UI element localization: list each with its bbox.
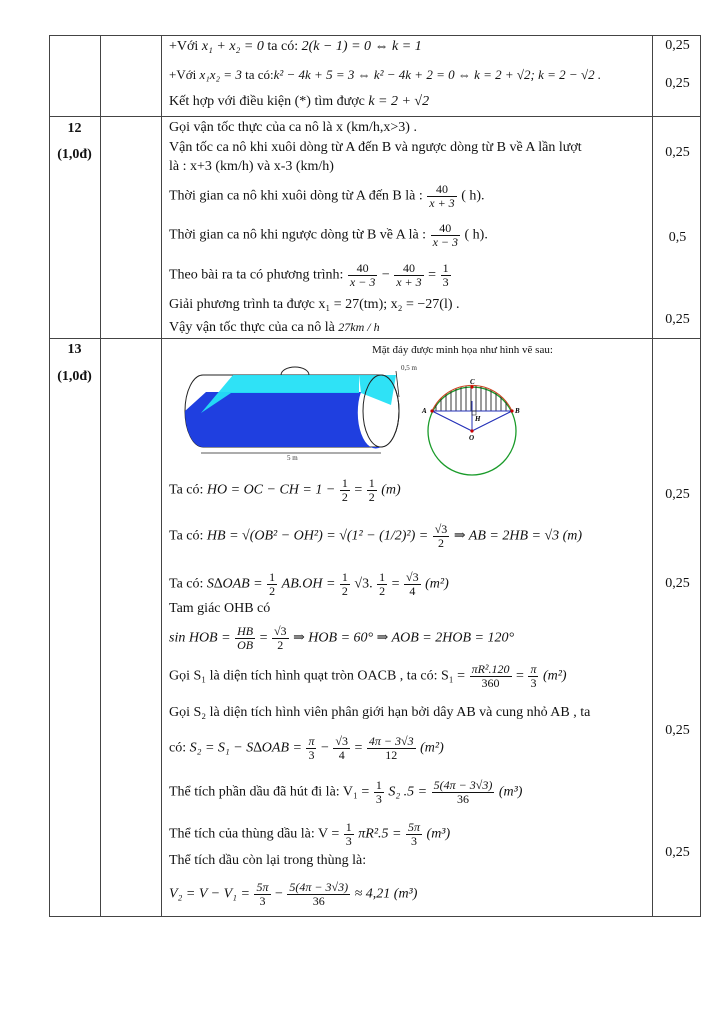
r11-score-2: 0,25 [665,76,690,91]
label-h: H [475,415,481,423]
fraction: $\frac{1}{3}$ [375,778,382,806]
fraction: $\frac{1}{3}$ [442,261,449,289]
row-divider-13 [49,338,701,339]
r13-score-1: 0,25 [665,487,690,502]
point-o [470,429,473,432]
r12-score-3: 0,25 [665,312,690,327]
tank-height-label: 0,5 m [401,364,417,372]
tank-length-label: 5 m [287,454,298,462]
fraction: $\frac{\pi}{3}$ [530,662,537,690]
fraction: $\frac{5(4\pi - 3√3)}{36}$ [289,880,349,908]
oil-tank-figure [171,357,417,462]
r13-line-v: Thể tích của thùng dầu là: V = $\frac{1}{3}$ πR².5 = $\frac{5\pi}{3}$ (m³) [169,820,451,848]
r12-line7: Vậy vận tốc thực của ca nô là 27km / h [169,320,380,335]
fraction: $\frac{40}{x - 3}$ [349,261,376,289]
table-border-top [49,35,701,36]
fraction: $\frac{40}{x + 3}$ [396,261,422,289]
r12-line6: Giải phương trình ta được x₁ = 27(tm); x₂ = −27(l) . [169,297,460,312]
r13-score-3: 0,25 [665,723,690,738]
table-border-right [700,35,701,917]
fraction: $\frac{5(4\pi - 3√3)}{36}$ [433,778,493,806]
r13-line-hb: Ta có: HB = √(OB² − OH²) = √(1² − (1/2)²) = $\frac{√3}{2}$ ⇒ AB = 2HB = √3 (m) [169,522,583,550]
label-o: O [469,434,475,442]
r13-line-remaining: Thể tích dầu còn lại trong thùng là: [169,853,367,868]
r12-number: 12 [67,121,82,136]
r11-line1: +Với x₁ + x₂ = 0 ta có: 2(k − 1) = 0 ⇔ k = 1 [169,39,422,54]
r13-line-s1: Gọi S₁ là diện tích hình quạt tròn OACB , ta có: S₁ = $\frac{\text{πR².120}}{360}$ = $\frac{\pi}{3}$ (m²) [169,662,567,690]
r13-line-ho: Ta có: HO = OC − CH = 1 − $\frac{1}{2}$ = $\frac{1}{2}$ (m) [169,476,401,504]
r12-line5: Theo bài ra ta có phương trình: $\frac{40}{x - 3}$ − $\frac{40}{x + 3}$ = $\frac{1}{3}$ [169,261,449,289]
r11-score-1: 0,25 [665,38,690,53]
column-divider-3 [652,35,653,917]
fraction: $\frac{40}{x + 3}$ [429,182,455,210]
r13-score-2: 0,25 [665,576,690,591]
r13-line-s2: có: S₂ = S₁ − S∆OAB = $\frac{\pi}{3}$ − $\frac{√3}{4}$ = $\frac{4\pi - 3√3}{12}$ (m²) [169,734,444,762]
tank-hatch [281,367,309,375]
fraction: $\frac{\pi}{3}$ [308,734,315,762]
circle-cross-section-figure [419,357,529,472]
r13-line-area-oab: Ta có: S∆OAB = $\frac{1}{2}$ AB.OH = $\frac{1}{2}$ √3. $\frac{1}{2}$ = $\frac{√3}{4}$ (m²) [169,570,449,598]
table-border-bottom [49,916,701,917]
fraction: $\frac{40}{x - 3}$ [432,221,458,249]
fraction: $\frac{1}{2}$ [379,570,386,598]
fraction: $\frac{1}{2}$ [269,570,276,598]
r13-line-s2-intro: Gọi S₂ là diện tích hình viên phân giới hạn bởi dây AB và cung nhỏ AB , ta [169,705,591,720]
answer-table [49,35,701,917]
label-b: B [515,407,520,415]
r11-line2: +Với x₁x₂ = 3 ta có:k² − 4k + 5 = 3 ⇔ k² − 4k + 2 = 0 ⇔ k = 2 + √2; k = 2 − √2 . [169,67,602,82]
fraction: $\frac{√3}{2}$ [434,522,448,550]
row-divider-12 [49,116,701,117]
r13-score-4: 0,25 [665,845,690,860]
r13-line-sin: sin HOB = $\frac{HB}{OB}$ = $\frac{√3}{2}$ ⇒ HOB = 60° ⇒ AOB = 2HOB = 120° [169,624,515,652]
point-b [510,409,513,412]
label-c: C [470,378,475,386]
r12-line3: Thời gian ca nô khi xuôi dòng từ A đến B là : $\frac{40}{x + 3}$ ( h). [169,182,485,210]
r12-points: (1,0đ) [57,147,92,162]
fraction: $\frac{1}{3}$ [345,820,352,848]
table-border-left [49,35,50,917]
figure-caption: Mặt đáy được minh họa như hình vẽ sau: [372,344,553,356]
fraction: $\frac{√3}{4}$ [406,570,419,598]
fraction: $\frac{√3}{2}$ [273,624,287,652]
fraction: $\frac{1}{2}$ [368,476,375,504]
fraction: $\frac{1}{2}$ [341,570,348,598]
r12-line1: Gọi vận tốc thực của ca nô là x (km/h,x>3) . [169,120,417,135]
r13-number: 13 [67,342,82,357]
r13-line-triangle: Tam giác OHB có [169,601,271,616]
r13-line-v1: Thể tích phần dầu đã hút đi là: V₁ = $\frac{1}{3}$ S₂ .5 = $\frac{5(4\pi - 3√3)}{36}$ (m³) [169,778,523,806]
point-a [430,409,433,412]
r12-score-2: 0,5 [668,230,687,245]
label-a: A [422,407,427,415]
fraction: $\frac{5\pi}{3}$ [256,880,269,908]
r11-line3: Kết hợp với điều kiện (*) tìm được k = 2 + √2 [169,94,430,109]
r12-score-1: 0,25 [665,145,690,160]
r13-points: (1,0đ) [57,369,92,384]
r12-line2a: Vận tốc ca nô khi xuôi dòng từ A đến B và ngược dòng từ B về A lần lượt [169,140,582,155]
fraction: $\frac{HB}{OB}$ [237,624,254,652]
fraction: $\frac{5\pi}{3}$ [408,820,421,848]
fraction: $\frac{1}{2}$ [341,476,348,504]
fraction: $\frac{√3}{4}$ [335,734,348,762]
r12-line2b: là : x+3 (km/h) và x-3 (km/h) [169,159,334,174]
fraction: $\frac{4\pi - 3√3}{12}$ [368,734,414,762]
r12-line4: Thời gian ca nô khi ngược dòng từ B về A là : $\frac{40}{x - 3}$ ( h). [169,221,488,249]
fraction: $\frac{\text{πR².120}}{360}$ [471,662,510,690]
column-divider-1 [100,35,101,917]
column-divider-2 [161,35,162,917]
r13-line-v2: V₂ = V − V₁ = $\frac{5\pi}{3}$ − $\frac{5(4\pi - 3√3)}{36}$ ≈ 4,21 (m³) [169,880,418,908]
